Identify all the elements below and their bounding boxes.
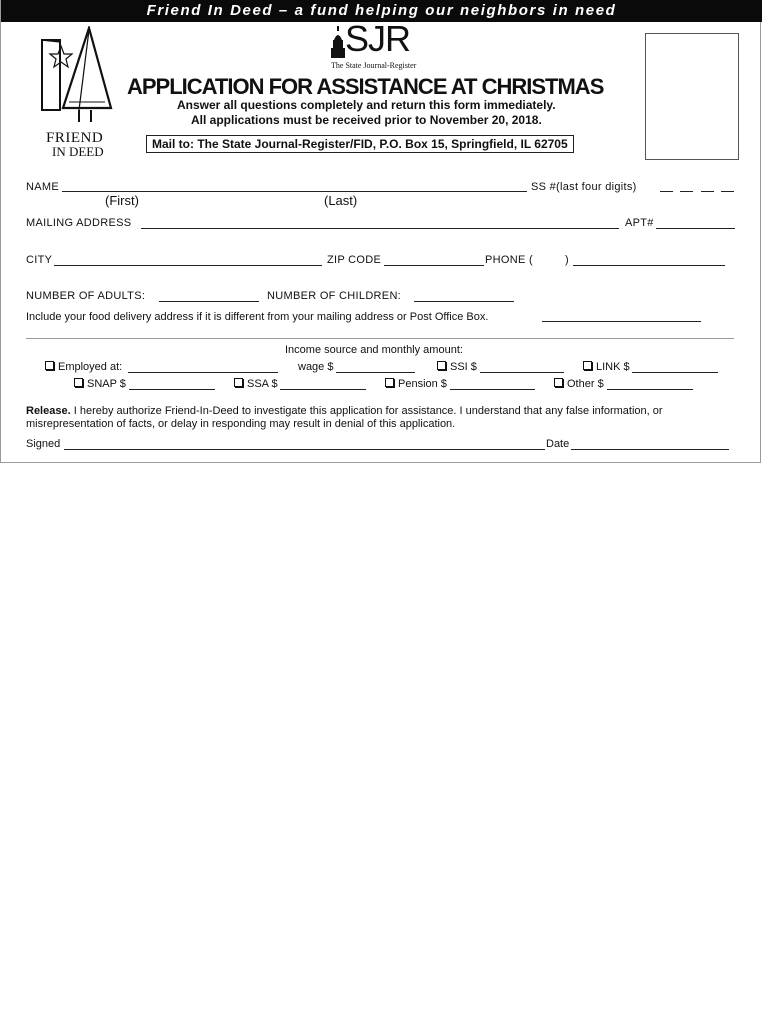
pension-checkbox[interactable] xyxy=(385,378,394,387)
snap-checkbox[interactable] xyxy=(74,378,83,387)
delivery-address-field[interactable] xyxy=(542,321,701,322)
ssi-label: SSI $ xyxy=(450,361,477,373)
mail-to-box: Mail to: The State Journal-Register/FID, P.O. Box 15, Springfield, IL 62705 xyxy=(146,135,574,153)
release-text-1: I hereby authorize Friend-In-Deed to investigate this application for assistance. I understand that any false information, or xyxy=(73,405,663,417)
link-checkbox[interactable] xyxy=(583,361,592,370)
phone-label: PHONE ( xyxy=(485,254,533,266)
ssa-checkbox[interactable] xyxy=(234,378,243,387)
ssi-option[interactable] xyxy=(437,361,477,373)
pension-field[interactable] xyxy=(450,389,535,390)
employer-field[interactable] xyxy=(128,372,278,373)
banner: Friend In Deed – a fund helping our neighbors in need xyxy=(1,0,762,22)
name-field[interactable] xyxy=(62,191,527,192)
first-name-caption: (First) xyxy=(105,193,139,208)
children-label: NUMBER OF CHILDREN: xyxy=(267,290,402,302)
link-label: LINK $ xyxy=(596,361,630,373)
divider xyxy=(26,338,734,339)
sjr-tagline: The State Journal-Register xyxy=(331,61,417,70)
instructions-line-1: Answer all questions completely and return this form immediately. xyxy=(177,98,556,112)
delivery-address-note: Include your food delivery address if it is different from your mailing address or Post Office Box. xyxy=(26,311,489,323)
capitol-dome-icon xyxy=(331,26,345,58)
release-text-2: misrepresentation of facts, or delay in responding may result in denial of this application. xyxy=(26,418,456,430)
ss-digit-3[interactable] xyxy=(701,191,714,192)
snap-field[interactable] xyxy=(129,389,215,390)
form-title: APPLICATION FOR ASSISTANCE AT CHRISTMAS xyxy=(127,74,604,99)
application-form xyxy=(0,0,761,463)
pension-option[interactable] xyxy=(385,378,447,390)
ssa-label: SSA $ xyxy=(247,378,278,390)
ss-digit-1[interactable] xyxy=(660,191,673,192)
other-field[interactable] xyxy=(607,389,693,390)
employed-label: Employed at: xyxy=(58,361,123,373)
wage-label: wage $ xyxy=(298,361,334,373)
zip-field[interactable] xyxy=(384,265,484,266)
mailing-address-field[interactable] xyxy=(141,228,619,229)
signature-field[interactable] xyxy=(64,449,545,450)
logo-in-deed-text: IN DEED xyxy=(52,144,104,159)
photo-box xyxy=(645,33,739,160)
snap-option[interactable] xyxy=(74,378,126,390)
employed-checkbox[interactable] xyxy=(45,361,54,370)
wage-field[interactable] xyxy=(336,372,415,373)
phone-paren-close: ) xyxy=(565,254,569,266)
ss-digit-2[interactable] xyxy=(680,191,693,192)
link-field[interactable] xyxy=(632,372,718,373)
apt-field[interactable] xyxy=(656,228,735,229)
zip-label: ZIP CODE xyxy=(327,254,382,266)
mailing-address-label: MAILING ADDRESS xyxy=(26,217,132,229)
ss-label: SS #(last four digits) xyxy=(531,181,637,193)
adults-label: NUMBER OF ADULTS: xyxy=(26,290,146,302)
ss-digit-4[interactable] xyxy=(721,191,734,192)
release-label: Release. xyxy=(26,405,71,417)
sjr-logo xyxy=(327,18,437,72)
ssi-checkbox[interactable] xyxy=(437,361,446,370)
date-field[interactable] xyxy=(571,449,729,450)
sjr-mark: SJR xyxy=(345,18,411,59)
employed-option[interactable] xyxy=(45,361,122,373)
last-name-caption: (Last) xyxy=(324,193,358,208)
date-label: Date xyxy=(546,438,570,450)
income-heading: Income source and monthly amount: xyxy=(285,344,463,356)
apt-label: APT# xyxy=(625,217,654,229)
deadline-line: All applications must be received prior to November 20, 2018. xyxy=(191,113,542,127)
ssi-field[interactable] xyxy=(480,372,564,373)
ssa-option[interactable] xyxy=(234,378,278,390)
snap-label: SNAP $ xyxy=(87,378,126,390)
ssa-field[interactable] xyxy=(280,389,366,390)
city-field[interactable] xyxy=(54,265,322,266)
release-line-1 xyxy=(26,405,663,417)
adults-field[interactable] xyxy=(159,301,259,302)
pension-label: Pension $ xyxy=(398,378,447,390)
logo-friend-text: FRIEND xyxy=(46,130,104,146)
city-label: CITY xyxy=(26,254,53,266)
signed-label: Signed xyxy=(26,438,61,450)
name-label: NAME xyxy=(26,181,59,193)
link-option[interactable] xyxy=(583,361,630,373)
other-option[interactable] xyxy=(554,378,604,390)
other-label: Other $ xyxy=(567,378,604,390)
friend-in-deed-logo xyxy=(39,26,119,159)
phone-field[interactable] xyxy=(573,265,725,266)
children-field[interactable] xyxy=(414,301,514,302)
other-checkbox[interactable] xyxy=(554,378,563,387)
